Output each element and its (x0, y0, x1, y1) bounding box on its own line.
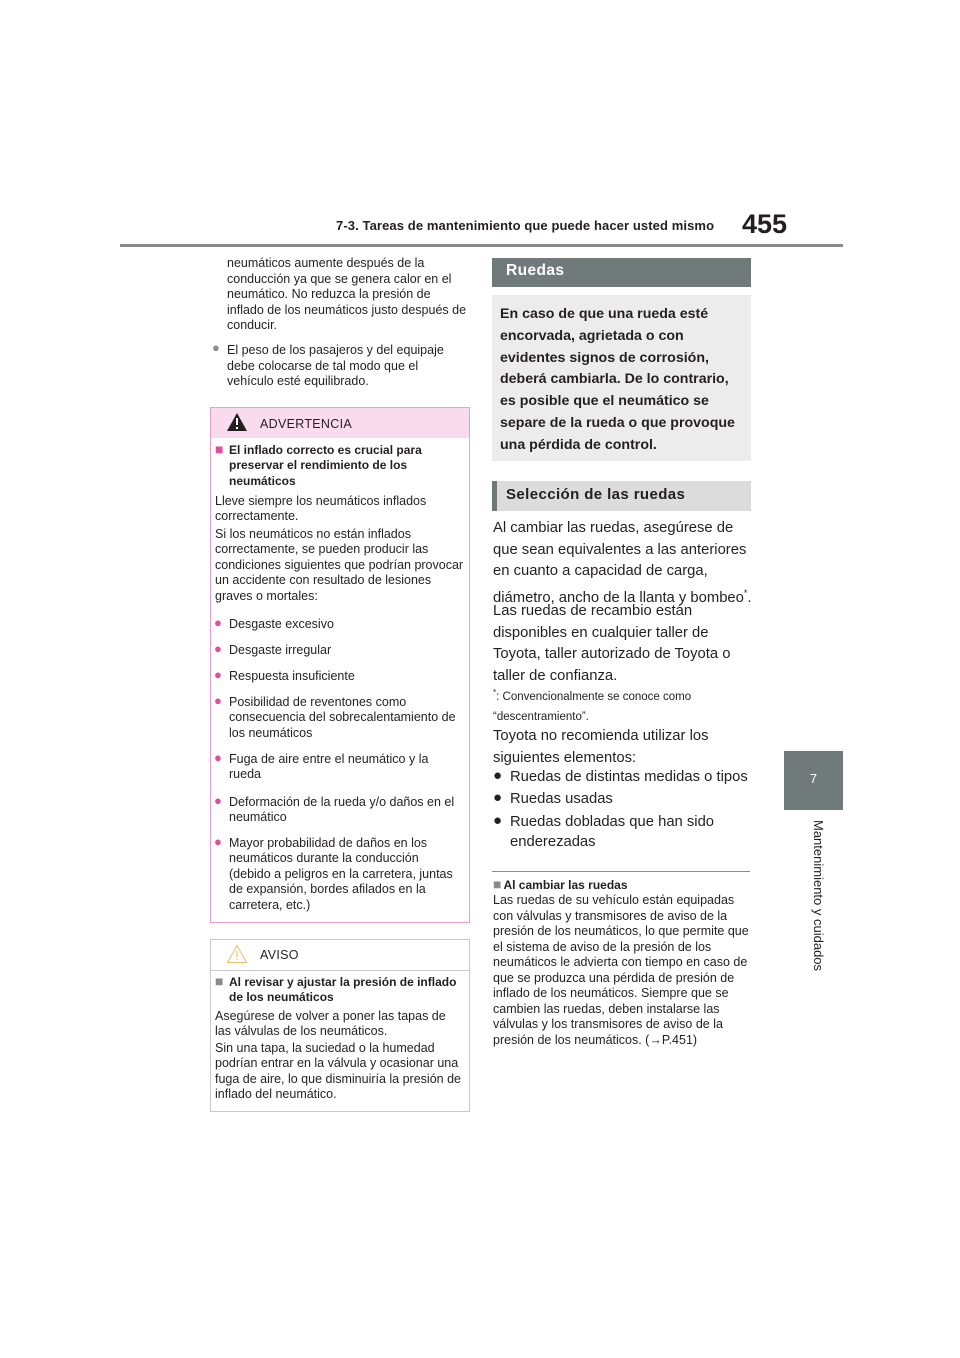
square-bullet-icon: ■ (215, 441, 224, 457)
change-heading: Al cambiar las ruedas (503, 878, 628, 892)
paragraph-1 (493, 518, 755, 609)
bullet-icon: ● (214, 615, 222, 630)
page-reference-link[interactable]: P.451) (661, 1032, 698, 1047)
warning-item: Respuesta insuficiente (229, 669, 355, 683)
bullet-icon: ● (493, 767, 503, 784)
section-rule (492, 871, 750, 872)
ruedas-title: Ruedas (506, 262, 565, 279)
continued-paragraph: neumáticos aumente después de la conducción ya que se genera calor en el neumático. No reduzca la presión de inflado de los neumáticos justo después de conducir. (227, 256, 467, 333)
bullet-icon: ● (214, 750, 222, 765)
page-number: 455 (742, 209, 788, 239)
caution-triangle-icon (226, 944, 248, 969)
footnote (493, 683, 755, 727)
caution-heading: Al revisar y ajustar la presión de inflado de los neumáticos (229, 975, 457, 1005)
warning-triangle-icon (226, 412, 248, 437)
change-body-text: Las ruedas de su vehículo están equipadas con válvulas y transmisores de aviso de la presión de los neumáticos, lo que permite que el sistema de aviso de la presión de los neumáticos le advierta con tiempo en caso de que se produzca una pérdida de presión de inflado de los neumáticos. Siempre que se cambien las ruedas, deben instalarse las válvulas y los transmisores de aviso de la presión de los neumáticos. ( (493, 893, 749, 1047)
warning-item: Fuga de aire entre el neumático y la rueda (229, 752, 429, 782)
bullet-icon: ● (214, 667, 222, 682)
intro-text: En caso de que una rueda esté encorvada, agrietada o con evidentes signos de corrosión, deberá cambiarla. De lo contrario, es posible que el neumático se separe de la rueda o que provoque una pérdida de control. (500, 306, 735, 453)
change-heading-row (493, 876, 628, 894)
paragraph-1-end: . (747, 589, 752, 606)
section-title: 7-3. Tareas de mantenimiento que puede hacer usted mismo (336, 218, 715, 233)
list-item: Ruedas dobladas que han sido enderezadas (510, 814, 715, 850)
selection-title: Selección de las ruedas (506, 486, 686, 503)
warning-item: Deformación de la rueda y/o daños en el neumático (229, 795, 455, 825)
caution-divider (211, 970, 469, 971)
warning-item: Desgaste excesivo (229, 617, 334, 631)
arrow-icon: → (649, 1032, 662, 1047)
change-body (493, 893, 751, 1048)
warning-item: Mayor probabilidad de daños en los neumáticos durante la conducción (debido a peligros en la carretera, juntas de expansión, bordes afilados en la carretera, etc.) (229, 836, 453, 912)
footnote-mark: * (743, 587, 748, 598)
paragraph-3: Toyota no recomienda utilizar los siguientes elementos: (493, 728, 709, 766)
bullet-text: El peso de los pasajeros y del equipaje debe colocarse de tal modo que el vehículo esté equilibrado. (227, 343, 444, 389)
caution-body-2: Sin una tapa, la suciedad o la humedad podrían entrar en la válvula y ocasionar una fuga de aire, lo que disminuiría la presión de inflado del neumático. (215, 1041, 461, 1102)
paragraph-2: Las ruedas de recambio están disponibles en cualquier taller de Toyota, taller autorizado de Toyota o taller de confianza. (493, 603, 731, 684)
bullet-icon: ● (214, 834, 222, 849)
list-item: Ruedas usadas (510, 791, 613, 807)
chapter-title: Mantenimiento y cuidados (811, 820, 826, 972)
square-bullet-icon: ■ (215, 973, 224, 989)
warning-item: Posibilidad de reventones como consecuencia del sobrecalentamiento de los neumáticos (229, 695, 456, 740)
footnote-text: : Convencionalmente se conoce como “descentramiento”. (493, 690, 692, 723)
square-bullet-icon: ■ (493, 876, 502, 892)
warning-heading: El inflado correcto es crucial para preservar el rendimiento de los neumáticos (229, 443, 422, 488)
footnote-mark: * (493, 688, 497, 697)
bullet-icon: ● (214, 693, 222, 708)
warning-body-1: Lleve siempre los neumáticos inflados correctamente. (215, 494, 427, 524)
bullet-icon: ● (214, 793, 222, 808)
bullet-icon: ● (214, 641, 222, 656)
warning-body-2: Si los neumáticos no están inflados correctamente, se pueden producir las condiciones siguientes que podrían provocar un accidente con resultado de lesiones graves o mortales: (215, 527, 464, 603)
warning-label: ADVERTENCIA (260, 417, 352, 431)
bullet-icon: ● (493, 812, 503, 829)
caution-body-1: Asegúrese de volver a poner las tapas de las válvulas de los neumáticos. (215, 1009, 446, 1039)
chapter-number: 7 (809, 771, 818, 786)
warning-item: Desgaste irregular (229, 643, 332, 657)
selection-title-accent (492, 481, 497, 511)
list-item: Ruedas de distintas medidas o tipos (510, 769, 748, 785)
header-rule (120, 244, 843, 247)
paragraph-1-text: Al cambiar las ruedas, asegúrese de que sean equivalentes a las anteriores en cuanto a capacidad de carga, diámetro, ancho de la llanta y bombeo (493, 520, 747, 606)
caution-label: AVISO (260, 948, 299, 962)
bullet-icon: ● (212, 340, 220, 355)
bullet-icon: ● (493, 789, 503, 806)
